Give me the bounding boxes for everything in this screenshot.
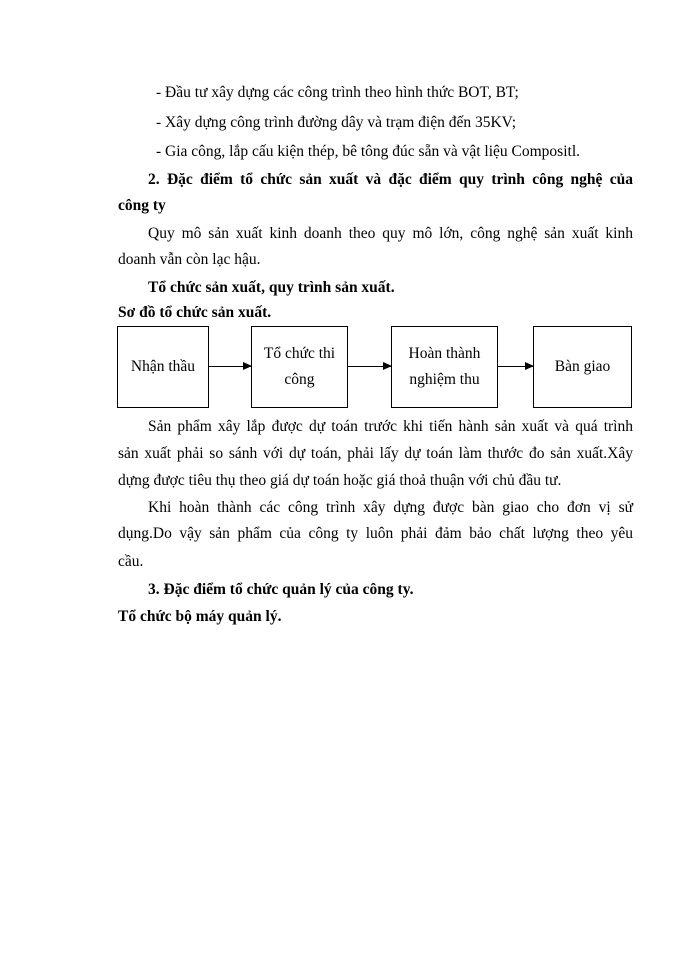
production-subheading: Tổ chức sản xuất, quy trình sản xuất. — [148, 279, 395, 296]
bullet-item: - Đầu tư xây dựng các công trình theo hình thức BOT, BT; — [156, 84, 519, 101]
flow-box-label: Tổ chức thi — [263, 345, 336, 362]
flow-box-label: Nhận thầu — [130, 358, 196, 375]
flow-box-label: Hoàn thành — [408, 345, 481, 362]
paragraph-line: dụng.Do vậy sản phẩm của công ty luôn phải đảm bảo chất lượng theo yêu — [118, 525, 633, 542]
flow-box-hoan-thanh-nghiem-thu — [391, 326, 498, 408]
flow-box-to-chuc-thi-cong — [251, 326, 348, 408]
flow-arrow — [209, 366, 251, 367]
paragraph-line: cầu. — [118, 553, 144, 570]
flow-arrow — [498, 366, 533, 367]
paragraph-line: Khi hoàn thành các công trình xây dựng được bàn giao cho đơn vị sử — [148, 499, 633, 516]
paragraph-line: doanh vẫn còn lạc hậu. — [118, 251, 261, 268]
section-3-heading: 3. Đặc điểm tổ chức quản lý của công ty. — [148, 581, 414, 598]
flow-arrow — [348, 366, 391, 367]
paragraph-line: dựng được tiêu thụ theo giá dự toán hoặc giá thoả thuận với chủ đầu tư. — [118, 472, 562, 489]
section-2-heading: 2. Đặc điểm tổ chức sản xuất và đặc điểm quy trình công nghệ của — [148, 171, 633, 188]
paragraph-line: Sản phẩm xây lắp được dự toán trước khi tiến hành sản xuất và quá trình — [148, 418, 633, 435]
paragraph-line: Quy mô sản xuất kinh doanh theo quy mô lớn, công nghệ sản xuất kinh — [148, 225, 633, 242]
flow-box-ban-giao — [533, 326, 632, 408]
bullet-item: - Gia công, lắp cấu kiện thép, bê tông đúc sẵn và vật liệu Compositl. — [156, 143, 580, 160]
bullet-item: - Xây dựng công trình đường dây và trạm điện đến 35KV; — [156, 114, 517, 131]
paragraph-line: sản xuất phải so sánh với dự toán, phải lấy dự toán làm thước đo sản xuất.Xây — [118, 445, 633, 462]
flow-box-label: nghiệm thu — [409, 371, 480, 388]
flow-box-label: Bàn giao — [554, 358, 611, 375]
flow-box-nhan-thau — [117, 326, 209, 408]
flow-box-label: công — [284, 371, 315, 388]
section-2-heading-cont: công ty — [118, 197, 166, 214]
management-subheading: Tổ chức bộ máy quản lý. — [118, 608, 282, 625]
diagram-title: Sơ đồ tổ chức sản xuất. — [118, 304, 272, 321]
